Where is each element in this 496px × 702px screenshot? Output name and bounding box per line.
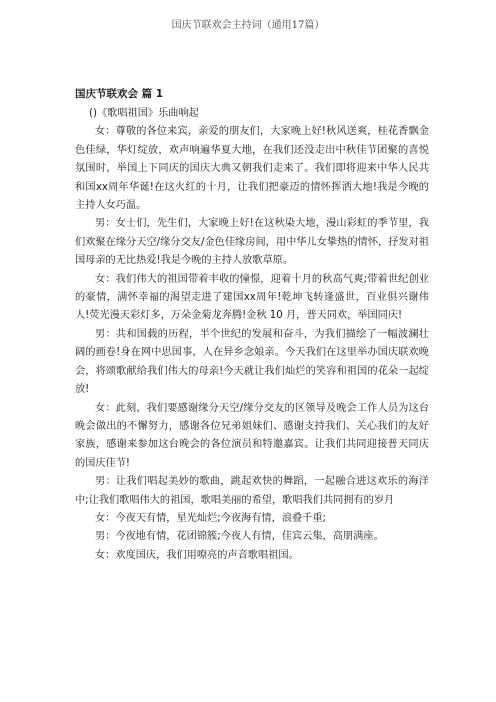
paragraph: 男：让我们唱起美妙的歌曲，跳起欢快的舞蹈，一起融合进这欢乐的海洋中;让我们歌唱伟大的祖国，歌唱美丽的希望，歌唱我们共同拥有的岁月 <box>75 476 429 506</box>
paragraph: ()《歌唱祖国》乐曲响起 <box>89 108 199 119</box>
paragraph: 男：共和国载的历程，半个世纪的发展和奋斗，为我们描绘了一幅波澜壮阔的画卷!身在网中思国事，人在异乡念娘亲。今天我们在这里举办国庆联欢晚会，将颂歌献给我们伟大的母亲!今天就让我们灿烂的笑容和祖国的花朵一起绽放! <box>75 328 429 396</box>
paragraph: 女：尊敬的各位来宾，亲爱的朋友们，大家晚上好!秋风送爽，桂花香飘金色佳绿，华灯绽放，欢声响遍华夏大地，在我们还没走出中秋佳节团聚的喜悦氛围时，举国上下同庆的国庆大典又朝我们走来了。我们即将迎来中华人民共和国xx周年华诞!在这火红的十月，让我们把豪迈的情怀挥洒大地!我是今晚的主持人女巧温。 <box>75 126 429 212</box>
paragraph: 男：今夜地有情，花团锦簇;今夜人有情，佳宾云集，高朋满座。 <box>95 531 384 543</box>
paragraph: 女：今夜天有情，星光灿烂;今夜海有情，浪叠千重; <box>95 512 326 524</box>
document-body <box>75 86 429 565</box>
paragraph: 女：欢度国庆，我们用嘹亮的声音歌唱祖国。 <box>95 549 299 561</box>
page-header: 国庆节联欢会主持词（通用17篇） <box>171 20 325 31</box>
paragraph: 女：此刻，我们要感谢缘分天空/缘分交友的区领导及晚会工作人员为这台晚会做出的不懈努力，感谢各位兄弟姐妹们、感谢支持我们、关心我们的友好家族，感谢来参加这台晚会的各位演员和特邀嘉宾。让我们共同迎接普天同庆的国庆佳节! <box>75 402 429 469</box>
section-title: 国庆节联欢会 篇 1 <box>75 88 164 100</box>
paragraph: 女：我们伟大的祖国带着丰收的憧憬，迎着十月的秋高气爽;带着世纪创业的豪情，满怀幸福的渴望走进了建国xx周年!乾坤飞转逢盛世，百业俱兴谢伟人!荧光漫天彩灯多，万朵金菊龙奔腾!金秋 10 月，普天同欢，举国同庆! <box>75 273 429 322</box>
paragraph: 男：女士们，先生们，大家晚上好!在这秋染大地，漫山彩虹的季节里，我们欢聚在缘分天空/缘分交友/金色佳缘房间，用中华儿女挚热的情怀，抒发对祖国母亲的无比热爱!我是今晚的主持人放歌草原。 <box>75 218 429 267</box>
